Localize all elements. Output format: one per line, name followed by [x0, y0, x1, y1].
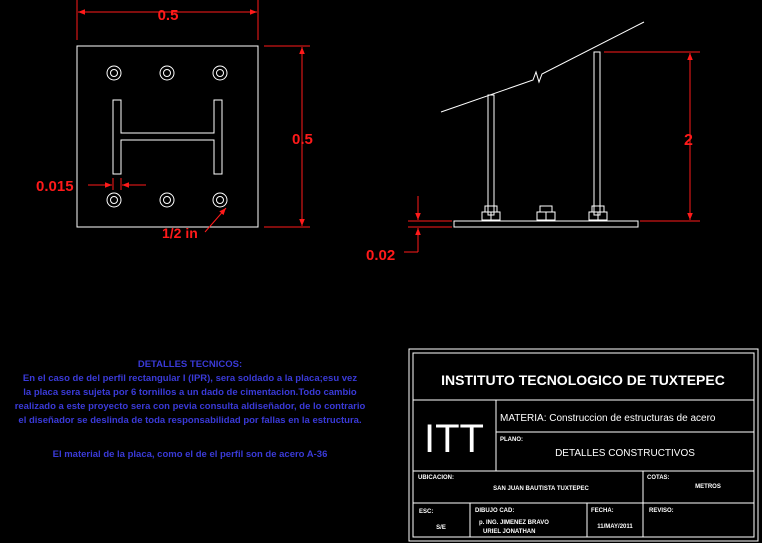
technical-notes — [0, 358, 380, 462]
bolt — [160, 66, 174, 80]
sloped-beam-line — [441, 22, 644, 112]
plate-thickness-label: 0.02 — [366, 247, 396, 264]
reviso-label: REVISO: — [649, 508, 674, 514]
base-plate-outline — [77, 46, 258, 227]
fecha-label: FECHA: — [591, 508, 614, 514]
plate-width-label: 0.5 — [157, 7, 179, 24]
base-plate-plan-view — [77, 46, 258, 227]
plano-value: DETALLES CONSTRUCTIVOS — [555, 448, 695, 459]
dibujo-value-1: p. ING. JIMENEZ BRAVO — [479, 520, 549, 526]
anchor-bolt — [589, 206, 607, 220]
bolt — [213, 193, 227, 207]
bolt-leader-line — [205, 208, 226, 232]
esc-value: S/E — [436, 525, 446, 531]
material-note: El material de la placa, como el de el perfil son de acero A-36 — [52, 449, 328, 460]
bolt — [107, 66, 121, 80]
notes-heading: DETALLES TECNICOS: — [137, 359, 243, 370]
web-thickness-label: 0.015 — [36, 178, 74, 195]
ubicacion-label: UBICACION: — [418, 475, 454, 481]
side-elevation-view — [441, 22, 644, 227]
i-beam-section — [113, 100, 222, 174]
institution-title: INSTITUTO TECNOLOGICO DE TUXTEPEC — [441, 372, 725, 388]
anchor-bolt — [482, 206, 500, 220]
cotas-value: METROS — [695, 484, 721, 490]
base-plate-elevation — [454, 221, 638, 227]
side-dimensions — [404, 52, 700, 252]
plano-label: PLANO: — [500, 437, 523, 443]
bolt — [107, 193, 121, 207]
bolt — [213, 66, 227, 80]
bolt-group — [107, 66, 227, 207]
cotas-label: COTAS: — [647, 475, 670, 481]
ubicacion-value: SAN JUAN BAUTISTA TUXTEPEC — [493, 486, 589, 492]
bolt-size-label: 1/2 in — [162, 225, 198, 241]
materia-text: MATERIA: Construccion de estructuras de acero — [500, 413, 716, 424]
bolt — [160, 193, 174, 207]
itt-logo: ITT — [424, 417, 484, 461]
notes-line: En el caso de del perfil rectangular I (IPR), sera soldado a la placa;esu vez — [22, 373, 358, 384]
anchor-bolt — [537, 206, 555, 220]
short-column — [488, 95, 494, 215]
esc-label: ESC: — [419, 509, 434, 515]
fecha-value: 11/MAY/2011 — [597, 524, 633, 530]
dibujo-value-2: URIEL JONATHAN — [483, 529, 536, 535]
column-height-label: 2 — [684, 132, 693, 149]
plate-height-label: 0.5 — [292, 131, 313, 148]
notes-line: la placa sera sujeta por 6 tornillos a un dado de cimentacion.Todo cambio — [23, 387, 357, 398]
tall-column — [594, 52, 600, 215]
dibujo-label: DIBUJO CAD: — [475, 508, 515, 514]
notes-line: el diseñador se deslinda de toda responsabilidad por fallas en la estructura. — [18, 415, 362, 426]
title-block-text — [418, 372, 725, 535]
notes-line: realizado a este proyecto sera con pevia consulta aldiseñador, de lo contrario — [14, 401, 366, 412]
